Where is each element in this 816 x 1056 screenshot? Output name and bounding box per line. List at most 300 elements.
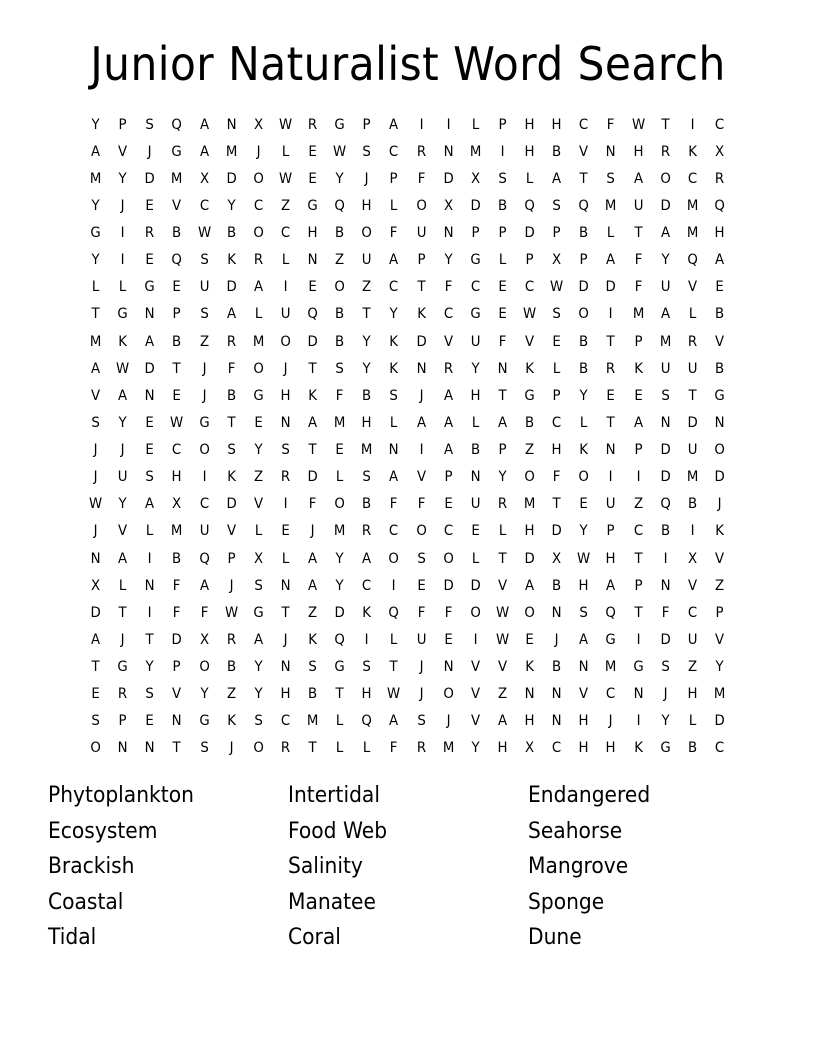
grid-cell: T <box>281 604 290 621</box>
grid-cell: O <box>198 442 210 459</box>
grid-cell: J <box>283 631 288 648</box>
grid-cell: L <box>335 740 344 757</box>
grid-cell: P <box>172 306 181 323</box>
word-list <box>48 778 768 956</box>
grid-cell: M <box>361 442 373 459</box>
grid-cell: A <box>443 387 453 404</box>
grid-cell: H <box>280 686 291 703</box>
grid-cell: E <box>416 577 426 594</box>
grid-cell: T <box>416 279 426 296</box>
grid-cell: S <box>91 713 100 730</box>
grid-cell: C <box>552 414 562 431</box>
grid-cell: T <box>606 414 616 431</box>
grid-cell: U <box>687 631 698 648</box>
word-list-item: Tidal <box>48 925 97 951</box>
grid-cell: Z <box>280 197 290 214</box>
grid-cell: R <box>118 686 128 703</box>
grid-cell: N <box>660 577 671 594</box>
grid-cell: Y <box>579 523 588 540</box>
grid-cell: Y <box>227 197 236 214</box>
grid-cell: L <box>525 170 534 187</box>
grid-cell: C <box>714 116 725 133</box>
grid-cell: U <box>687 360 698 377</box>
word-list-item: Seahorse <box>528 818 623 844</box>
grid-cell: E <box>498 306 507 323</box>
grid-cell: L <box>254 523 263 540</box>
grid-cell: T <box>145 631 154 648</box>
grid-cell: O <box>361 225 373 242</box>
grid-cell: H <box>524 143 535 160</box>
grid-cell: H <box>307 225 318 242</box>
grid-cell: X <box>714 143 724 160</box>
grid-cell: G <box>253 604 264 621</box>
grid-cell: X <box>687 550 697 567</box>
grid-cell: Q <box>171 116 183 133</box>
grid-cell: J <box>93 469 98 486</box>
grid-cell: N <box>117 740 128 757</box>
grid-cell: L <box>688 306 697 323</box>
grid-cell: F <box>200 604 208 621</box>
grid-cell: H <box>361 197 372 214</box>
grid-cell: E <box>443 631 453 648</box>
grid-cell: A <box>606 252 616 269</box>
grid-cell: D <box>660 442 671 459</box>
grid-cell: T <box>633 550 643 567</box>
grid-cell: M <box>171 170 183 187</box>
grid-cell: R <box>497 496 508 513</box>
grid-cell: A <box>389 116 399 133</box>
grid-cell: J <box>93 442 98 459</box>
grid-cell: K <box>362 604 372 621</box>
grid-cell: D <box>470 577 481 594</box>
grid-cell: X <box>91 577 101 594</box>
grid-cell: C <box>280 225 291 242</box>
grid-cell: D <box>470 197 481 214</box>
grid-cell: M <box>306 713 319 730</box>
grid-cell: T <box>633 604 643 621</box>
grid-cell: P <box>227 550 236 567</box>
grid-cell: K <box>525 659 534 676</box>
grid-cell: T <box>308 442 317 459</box>
grid-cell: C <box>389 523 399 540</box>
grid-cell: Y <box>118 496 127 513</box>
word-list-item: Coastal <box>48 889 124 915</box>
grid-cell: O <box>578 469 590 486</box>
grid-cell: F <box>227 360 236 377</box>
grid-cell: S <box>362 469 372 486</box>
grid-cell: U <box>606 496 616 513</box>
grid-cell: H <box>714 225 725 242</box>
grid-cell: G <box>90 225 101 242</box>
grid-cell: R <box>416 143 426 160</box>
grid-cell: P <box>118 116 127 133</box>
grid-cell: H <box>171 469 182 486</box>
grid-cell: F <box>417 496 425 513</box>
grid-cell: R <box>443 360 453 377</box>
grid-cell: I <box>608 306 613 323</box>
grid-cell: P <box>362 116 371 133</box>
grid-cell: D <box>443 170 454 187</box>
grid-cell: E <box>335 442 344 459</box>
grid-cell: Y <box>362 333 371 350</box>
grid-cell: G <box>605 631 617 648</box>
grid-cell: K <box>226 252 236 269</box>
grid-cell: Q <box>659 496 671 513</box>
grid-cell: J <box>202 360 207 377</box>
grid-cell: O <box>280 333 291 350</box>
grid-cell: I <box>690 116 695 133</box>
grid-cell: C <box>199 197 209 214</box>
grid-cell: V <box>470 686 480 703</box>
word-list-item: Coral <box>288 925 341 951</box>
grid-cell: U <box>687 442 698 459</box>
grid-cell: O <box>415 197 427 214</box>
grid-cell: Q <box>361 713 373 730</box>
grid-cell: M <box>686 197 699 214</box>
grid-cell: Y <box>145 659 154 676</box>
grid-cell: S <box>416 713 426 730</box>
grid-cell: M <box>89 333 102 350</box>
grid-cell: J <box>93 523 98 540</box>
grid-cell: B <box>226 659 236 676</box>
grid-cell: Z <box>525 442 535 459</box>
grid-cell: A <box>660 225 670 242</box>
grid-cell: P <box>634 577 643 594</box>
grid-cell: Y <box>715 659 724 676</box>
grid-cell: H <box>551 442 562 459</box>
grid-cell: M <box>523 496 536 513</box>
grid-cell: D <box>144 360 155 377</box>
grid-cell: A <box>199 116 209 133</box>
grid-cell: A <box>497 713 507 730</box>
grid-cell: L <box>146 523 154 540</box>
grid-cell: B <box>497 197 507 214</box>
grid-cell: P <box>118 713 127 730</box>
grid-cell: V <box>416 469 426 486</box>
grid-cell: V <box>91 387 101 404</box>
grid-cell: Y <box>118 170 127 187</box>
grid-cell: T <box>172 740 182 757</box>
grid-cell: A <box>579 631 589 648</box>
grid-cell: E <box>715 279 724 296</box>
grid-cell: X <box>172 496 182 513</box>
grid-cell: L <box>498 252 507 269</box>
grid-cell: T <box>362 306 371 323</box>
grid-cell: J <box>256 143 261 160</box>
grid-cell: D <box>687 414 698 431</box>
grid-cell: E <box>471 523 480 540</box>
grid-cell: P <box>634 333 643 350</box>
grid-cell: W <box>577 550 591 567</box>
grid-cell: P <box>525 252 534 269</box>
grid-cell: E <box>145 252 155 269</box>
grid-cell: L <box>363 740 371 757</box>
grid-cell: N <box>605 442 616 459</box>
grid-cell: J <box>202 387 207 404</box>
grid-cell: Z <box>308 604 318 621</box>
grid-cell: S <box>281 442 290 459</box>
grid-cell: L <box>254 306 263 323</box>
grid-cell: Q <box>524 197 535 214</box>
grid-cell: K <box>687 143 697 160</box>
grid-cell: B <box>714 306 724 323</box>
word-list-item: Phytoplankton <box>48 783 194 808</box>
grid-cell: I <box>364 631 369 648</box>
grid-cell: M <box>605 197 617 214</box>
grid-cell: E <box>606 387 616 404</box>
grid-cell: E <box>145 442 155 459</box>
grid-cell: X <box>552 252 562 269</box>
grid-cell: Y <box>661 252 670 269</box>
grid-cell: A <box>606 577 616 594</box>
grid-cell: J <box>446 713 451 730</box>
grid-cell: S <box>660 387 670 404</box>
grid-cell: S <box>145 686 155 703</box>
grid-cell: H <box>551 116 562 133</box>
grid-cell: T <box>389 659 399 676</box>
grid-cell: O <box>524 604 535 621</box>
grid-cell: M <box>605 659 617 676</box>
grid-cell: K <box>308 631 317 648</box>
grid-cell: A <box>525 577 535 594</box>
grid-cell: Z <box>633 496 643 513</box>
grid-cell: E <box>308 143 317 160</box>
grid-cell: A <box>443 414 453 431</box>
grid-cell: B <box>226 387 236 404</box>
grid-cell: O <box>253 225 264 242</box>
grid-cell: P <box>634 442 643 459</box>
grid-cell: S <box>552 197 561 214</box>
grid-cell: U <box>199 523 209 540</box>
grid-cell: C <box>552 740 562 757</box>
grid-cell: L <box>390 414 398 431</box>
grid-cell: Y <box>118 414 127 431</box>
grid-cell: S <box>145 116 155 133</box>
grid-cell: S <box>362 659 372 676</box>
word-list-item: Brackish <box>48 854 135 880</box>
grid-cell: U <box>117 469 128 486</box>
grid-cell: M <box>442 740 454 757</box>
grid-cell: P <box>172 659 181 676</box>
grid-cell: W <box>495 631 510 648</box>
grid-cell: G <box>632 659 644 676</box>
grid-cell: J <box>120 442 125 459</box>
grid-cell: L <box>118 279 127 296</box>
grid-cell: A <box>91 143 101 160</box>
grid-cell: C <box>389 279 399 296</box>
grid-cell: O <box>470 604 481 621</box>
grid-cell: D <box>171 631 183 648</box>
grid-cell: I <box>283 279 288 296</box>
grid-cell: I <box>120 225 125 242</box>
grid-cell: F <box>308 496 317 513</box>
grid-cell: D <box>226 279 237 296</box>
grid-cell: B <box>172 550 182 567</box>
grid-cell: F <box>444 604 453 621</box>
grid-cell: K <box>118 333 128 350</box>
grid-cell: N <box>144 740 155 757</box>
grid-cell: I <box>608 469 613 486</box>
grid-cell: P <box>579 252 588 269</box>
grid-cell: V <box>497 659 507 676</box>
grid-cell: V <box>497 577 507 594</box>
grid-cell: C <box>687 170 697 187</box>
grid-cell: N <box>144 577 155 594</box>
grid-cell: T <box>633 225 643 242</box>
grid-cell: D <box>226 496 237 513</box>
grid-cell: T <box>552 496 561 513</box>
grid-cell: R <box>606 360 616 377</box>
grid-cell: J <box>120 631 125 648</box>
grid-cell: A <box>497 414 507 431</box>
grid-cell: K <box>633 740 643 757</box>
grid-cell: N <box>226 116 237 133</box>
grid-cell: L <box>118 577 127 594</box>
grid-cell: B <box>714 360 724 377</box>
grid-cell: H <box>687 686 698 703</box>
grid-cell: C <box>524 279 535 296</box>
grid-cell: W <box>522 306 537 323</box>
grid-cell: G <box>117 659 128 676</box>
grid-cell: V <box>687 577 697 594</box>
word-list-item: Intertidal <box>288 783 380 808</box>
grid-cell: T <box>335 686 344 703</box>
grid-cell: P <box>417 252 426 269</box>
grid-cell: E <box>172 279 182 296</box>
grid-cell: N <box>633 686 644 703</box>
grid-cell: X <box>470 170 480 187</box>
grid-cell: S <box>362 143 372 160</box>
grid-cell: O <box>578 306 590 323</box>
grid-cell: A <box>145 333 155 350</box>
grid-cell: J <box>147 143 152 160</box>
grid-cell: R <box>226 333 236 350</box>
grid-cell: Q <box>334 197 345 214</box>
grid-cell: A <box>552 170 562 187</box>
grid-cell: S <box>389 387 399 404</box>
grid-cell: Z <box>362 279 372 296</box>
grid-cell: E <box>145 713 155 730</box>
grid-cell: J <box>229 740 234 757</box>
grid-cell: W <box>88 496 103 513</box>
grid-cell: H <box>524 713 535 730</box>
grid-cell: I <box>419 442 424 459</box>
page-title: Junior Naturalist Word Search <box>90 37 726 91</box>
grid-cell: F <box>607 116 615 133</box>
grid-cell: Z <box>497 686 507 703</box>
grid-cell: I <box>283 496 288 513</box>
grid-cell: P <box>498 442 507 459</box>
grid-cell: K <box>389 333 399 350</box>
grid-cell: J <box>310 523 315 540</box>
grid-cell: W <box>278 170 293 187</box>
grid-cell: F <box>173 577 181 594</box>
grid-cell: M <box>252 333 265 350</box>
grid-cell: Q <box>334 631 345 648</box>
grid-cell: J <box>120 197 125 214</box>
grid-cell: A <box>253 631 263 648</box>
grid-cell: J <box>283 360 288 377</box>
grid-cell: Z <box>714 577 724 594</box>
grid-cell: D <box>605 279 617 296</box>
grid-cell: C <box>633 523 643 540</box>
grid-cell: T <box>308 740 317 757</box>
grid-cell: M <box>333 414 346 431</box>
grid-cell: A <box>118 387 128 404</box>
grid-cell: L <box>390 631 398 648</box>
grid-cell: H <box>578 740 589 757</box>
grid-cell: O <box>253 740 264 757</box>
grid-cell: N <box>171 713 182 730</box>
grid-cell: A <box>389 713 399 730</box>
grid-cell: L <box>688 713 697 730</box>
grid-cell: V <box>470 713 480 730</box>
grid-cell: N <box>443 659 454 676</box>
grid-cell: M <box>659 333 671 350</box>
grid-cell: G <box>470 252 481 269</box>
grid-cell: L <box>471 414 480 431</box>
grid-cell: N <box>443 225 454 242</box>
grid-cell: N <box>714 414 725 431</box>
grid-cell: J <box>608 713 613 730</box>
grid-cell: N <box>578 659 589 676</box>
grid-cell: L <box>471 116 480 133</box>
grid-cell: O <box>388 550 400 567</box>
grid-cell: V <box>687 279 697 296</box>
grid-cell: R <box>660 143 670 160</box>
grid-cell: U <box>199 279 209 296</box>
grid-cell: Z <box>687 659 697 676</box>
grid-cell: A <box>145 496 155 513</box>
grid-cell: W <box>333 143 347 160</box>
grid-cell: E <box>633 387 643 404</box>
grid-cell: F <box>634 279 642 296</box>
grid-cell: B <box>226 225 236 242</box>
grid-cell: C <box>579 116 589 133</box>
grid-cell: N <box>90 550 101 567</box>
grid-cell: N <box>280 577 291 594</box>
grid-cell: V <box>226 523 236 540</box>
word-list-item: Manatee <box>288 889 376 915</box>
grid-cell: U <box>660 360 671 377</box>
grid-cell: D <box>524 225 535 242</box>
grid-cell: E <box>145 414 155 431</box>
grid-cell: I <box>636 713 641 730</box>
grid-cell: E <box>579 496 589 513</box>
grid-cell: R <box>280 740 291 757</box>
grid-cell: L <box>552 360 561 377</box>
grid-cell: A <box>91 631 101 648</box>
grid-cell: U <box>660 279 671 296</box>
grid-cell: T <box>688 387 697 404</box>
grid-cell: S <box>226 442 236 459</box>
grid-cell: U <box>633 197 643 214</box>
grid-cell: D <box>524 550 535 567</box>
grid-cell: A <box>91 360 101 377</box>
grid-cell: Y <box>362 360 371 377</box>
grid-cell: A <box>118 550 128 567</box>
word-list-item: Food Web <box>288 818 388 844</box>
grid-cell: W <box>631 116 645 133</box>
grid-cell: W <box>495 604 510 621</box>
grid-cell: G <box>253 387 264 404</box>
grid-cell: Z <box>335 252 345 269</box>
grid-cell: Q <box>714 197 725 214</box>
grid-cell: F <box>417 604 425 621</box>
grid-cell: A <box>308 414 318 431</box>
grid-cell: F <box>444 279 453 296</box>
grid-cell: P <box>471 225 480 242</box>
